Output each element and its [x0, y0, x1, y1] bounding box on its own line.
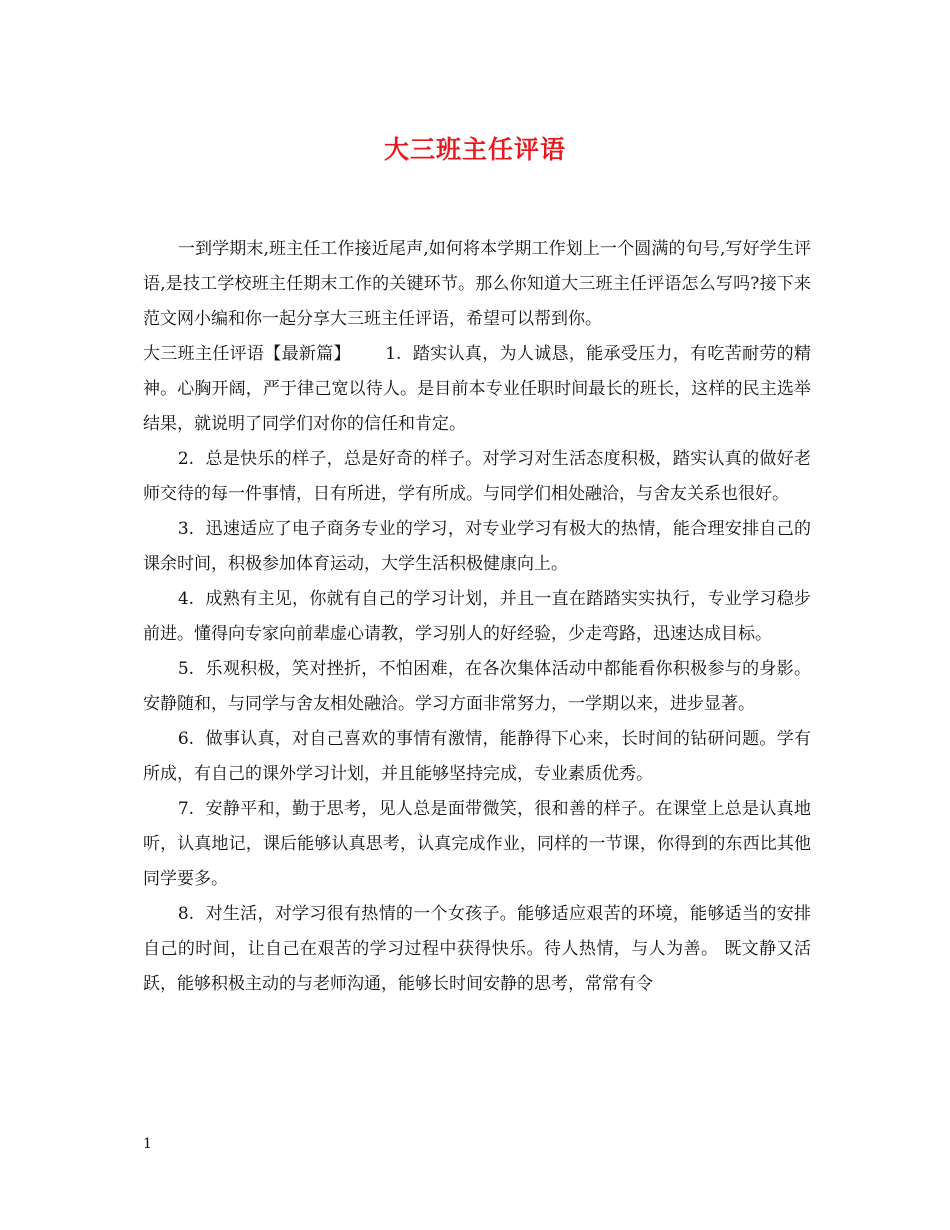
item-text: 踏实认真，为人诚恳，能承受压力，有吃苦耐劳的精神。心胸开阔，严于律己宽以待人。是目前本专业任职时间最长的班长，这样的民主选举结果，就说明了同学们对你的信任和肯定。 [143, 344, 812, 434]
section-heading: 大三班主任评语【最新篇】 [143, 344, 351, 364]
item-number: 2. [177, 449, 195, 469]
intro-paragraph: 一到学期末,班主任工作接近尾声,如何将本学期工作划上一个圆满的句号,写好学生评语,是技工学校班主任期末工作的关键环节。那么你知道大三班主任评语怎么写吗?接下来范文网小编和你一起分享大三班主任评语，希望可以帮到你。 [143, 239, 811, 329]
item-number: 6. [177, 729, 195, 749]
item-paragraph [143, 442, 811, 512]
item-paragraph [143, 582, 811, 652]
item-text: 迅速适应了电子商务专业的学习，对专业学习有极大的热情，能合理安排自己的课余时间，积极参加体育运动，大学生活积极健康向上。 [143, 519, 812, 574]
first-item-paragraph [143, 337, 811, 442]
item-paragraph [143, 722, 811, 792]
item-paragraph [143, 897, 811, 1002]
item-number: 1. [385, 344, 402, 364]
item-paragraph [143, 792, 811, 897]
item-text: 对生活，对学习很有热情的一个女孩子。能够适应艰苦的环境，能够适当的安排自己的时间，让自己在艰苦的学习过程中获得快乐。待人热情，与人为善。 既文静又活跃，能够积极主动的与老师沟通，能够长时间安静的思考，常常有令 [143, 904, 812, 994]
item-number: 4. [177, 589, 195, 609]
item-number: 5. [177, 659, 195, 679]
item-text: 总是快乐的样子，总是好奇的样子。对学习对生活态度积极，踏实认真的做好老师交待的每一件事情，日有所进，学有所成。与同学们相处融洽，与舍友关系也很好。 [143, 449, 812, 504]
page-number: 1 [143, 1136, 152, 1152]
item-number: 8. [177, 904, 195, 924]
item-paragraph [143, 512, 811, 582]
document-title: 大三班主任评语 [383, 135, 566, 164]
item-number: 3. [177, 519, 195, 539]
item-text: 做事认真，对自己喜欢的事情有激情，能静得下心来，长时间的钻研问题。学有所成，有自己的课外学习计划，并且能够坚持完成，专业素质优秀。 [143, 729, 812, 784]
item-number: 7. [177, 799, 195, 819]
item-paragraph [143, 652, 811, 722]
item-text: 安静平和，勤于思考，见人总是面带微笑，很和善的样子。在课堂上总是认真地听，认真地记，课后能够认真思考，认真完成作业，同样的一节课，你得到的东西比其他同学要多。 [143, 799, 812, 889]
item-text: 乐观积极，笑对挫折，不怕困难，在各次集体活动中都能看你积极参与的身影。安静随和，与同学与舍友相处融洽。学习方面非常努力，一学期以来，进步显著。 [143, 659, 812, 714]
item-text: 成熟有主见，你就有自己的学习计划，并且一直在踏踏实实执行，专业学习稳步前进。懂得向专家向前辈虚心请教，学习别人的好经验，少走弯路，迅速达成目标。 [143, 589, 812, 644]
document-body [143, 232, 811, 1002]
